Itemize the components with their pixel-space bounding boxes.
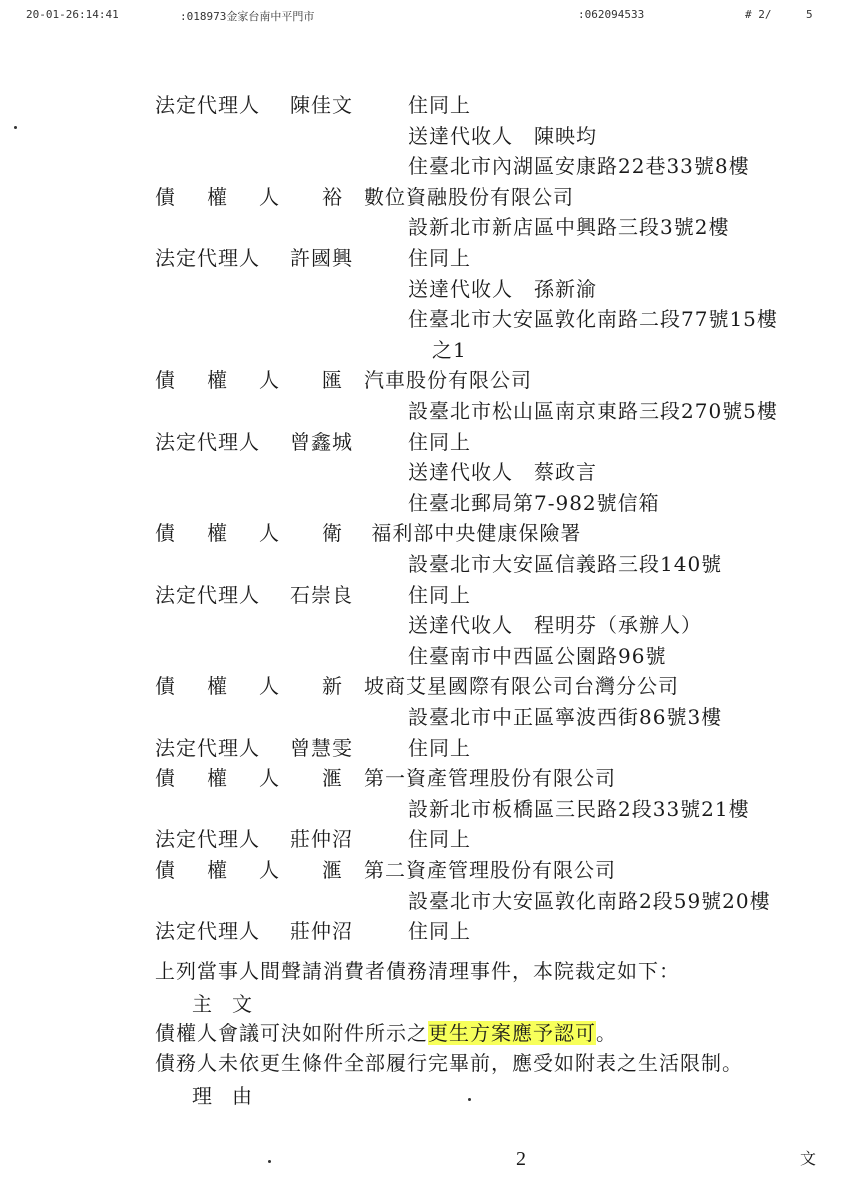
creditor-name: 匯 汽車股份有限公司 <box>322 368 532 392</box>
highlighted-phrase: 更生方案應予認可 <box>428 1021 596 1045</box>
legal-rep-name: 莊仲沼 <box>290 827 353 851</box>
party-detail: 住同上 <box>408 919 471 943</box>
creditor-role-label: 債 權 人 <box>155 185 285 209</box>
creditor-name: 滙 第一資產管理股份有限公司 <box>322 766 616 790</box>
main-heading: 主文 <box>192 992 272 1016</box>
party-detail: 住同上 <box>408 736 471 760</box>
creditor-name: 衛 福利部中央健康保險署 <box>322 521 582 545</box>
creditor-role-label: 債 權 人 <box>155 674 285 698</box>
creditor-role-label: 債 權 人 <box>155 521 285 545</box>
legal-rep-role-label: 法定代理人 <box>155 827 260 851</box>
legal-rep-name: 曾慧雯 <box>290 736 353 760</box>
creditor-role-label: 債 權 人 <box>155 858 285 882</box>
creditor-name: 新 坡商艾星國際有限公司台灣分公司 <box>322 674 679 698</box>
legal-rep-role-label: 法定代理人 <box>155 430 260 454</box>
party-detail: 住臺南市中西區公園路96號 <box>408 644 667 668</box>
creditor-name: 滙 第二資產管理股份有限公司 <box>322 858 616 882</box>
legal-rep-role-label: 法定代理人 <box>155 919 260 943</box>
party-detail: 設臺北市松山區南京東路三段270號5樓 <box>408 399 778 423</box>
order-period: 。 <box>596 1021 617 1045</box>
ruling-intro: 上列當事人間聲請消費者債務清理事件，本院裁定如下： <box>155 959 680 983</box>
scan-speck <box>14 126 17 129</box>
order-approve-plan <box>155 1020 617 1046</box>
legal-rep-name: 陳佳文 <box>290 93 353 117</box>
legal-rep-name: 莊仲沼 <box>290 919 353 943</box>
party-detail: 設新北市板橋區三民路2段33號21樓 <box>408 797 750 821</box>
fax-page-total: 5 <box>806 8 813 21</box>
creditor-name: 裕 數位資融股份有限公司 <box>322 185 574 209</box>
party-detail: 住同上 <box>408 827 471 851</box>
fax-datetime: 20-01-26:14:41 <box>26 8 119 21</box>
creditor-role-label: 債 權 人 <box>155 368 285 392</box>
legal-rep-role-label: 法定代理人 <box>155 736 260 760</box>
party-detail: 送達代收人 蔡政言 <box>408 460 597 484</box>
party-detail: 送達代收人 孫新渝 <box>408 277 597 301</box>
creditor-role-label: 債 權 人 <box>155 766 285 790</box>
order-living-restriction: 債務人未依更生條件全部履行完畢前，應受如附表之生活限制。 <box>155 1051 743 1075</box>
scan-speck <box>468 1098 471 1101</box>
party-detail: 住臺北市大安區敦化南路二段77號15樓 <box>408 307 778 331</box>
fax-page-label: # 2/ <box>745 8 772 21</box>
legal-rep-role-label: 法定代理人 <box>155 93 260 117</box>
party-detail: 住同上 <box>408 430 471 454</box>
party-detail: 送達代收人 程明芬（承辦人） <box>408 613 702 637</box>
party-detail: 住同上 <box>408 93 471 117</box>
party-detail: 設臺北市大安區信義路三段140號 <box>408 552 723 576</box>
fax-sender-id: :018973金家台南中平門市 <box>180 10 315 23</box>
party-detail: 設新北市新店區中興路三段3號2樓 <box>408 215 730 239</box>
party-detail: 設臺北市中正區寧波西街86號3樓 <box>408 705 723 729</box>
reason-heading: 理由 <box>192 1084 272 1108</box>
order-text: 債權人會議可決如附件所示之 <box>155 1021 428 1045</box>
party-detail: 住同上 <box>408 246 471 270</box>
legal-rep-name: 石崇良 <box>290 583 353 607</box>
party-detail: 住臺北郵局第7-982號信箱 <box>408 491 660 515</box>
party-detail: 設臺北市大安區敦化南路2段59號20樓 <box>408 889 771 913</box>
page-number: 2 <box>516 1148 526 1170</box>
legal-rep-role-label: 法定代理人 <box>155 246 260 270</box>
legal-rep-role-label: 法定代理人 <box>155 583 260 607</box>
party-detail: 住同上 <box>408 583 471 607</box>
legal-rep-name: 曾鑫城 <box>290 430 353 454</box>
party-detail: 住臺北市內湖區安康路22巷33號8樓 <box>408 154 750 178</box>
party-detail: 送達代收人 陳映均 <box>408 124 597 148</box>
corner-mark: 文 <box>800 1149 817 1168</box>
address-continuation: 之1 <box>432 338 467 362</box>
legal-rep-name: 許國興 <box>290 246 353 270</box>
fax-header <box>0 8 850 26</box>
scan-speck <box>268 1160 271 1163</box>
fax-number: :062094533 <box>578 8 645 21</box>
